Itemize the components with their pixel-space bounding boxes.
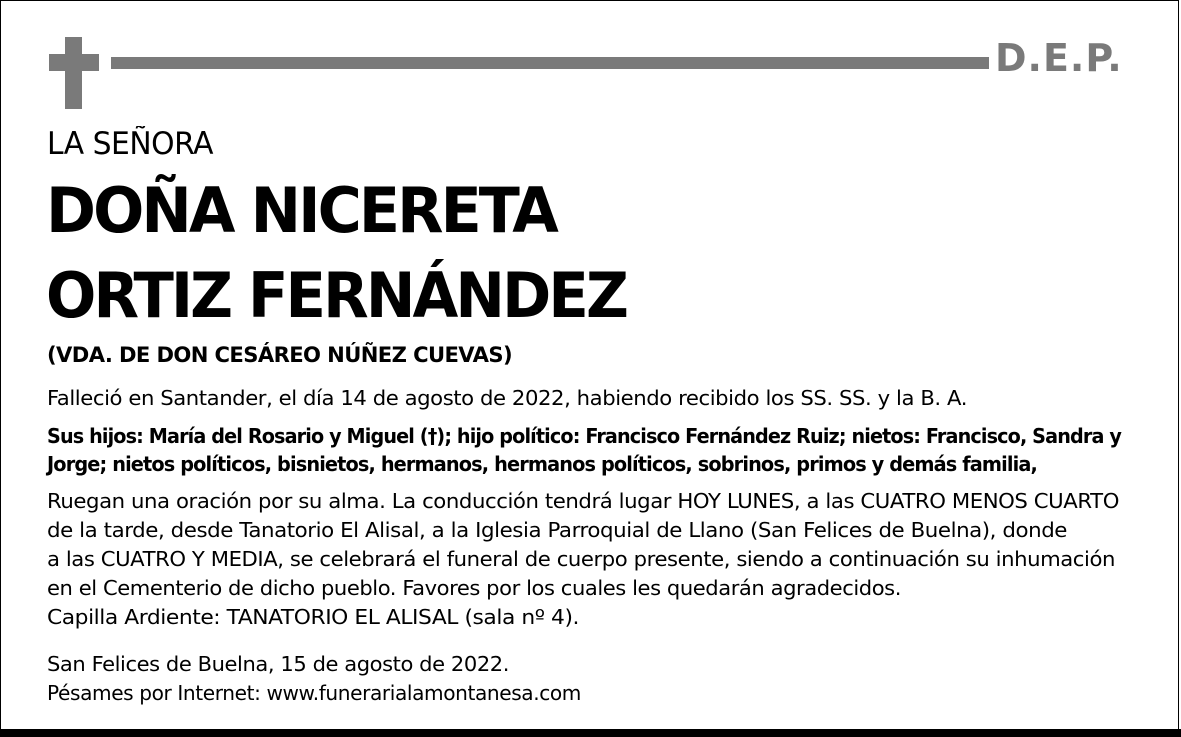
funeral-line-4: en el Cementerio de dicho pueblo. Favores por los cuales les quedarán agradecidos.	[47, 576, 901, 600]
deceased-prefix: LA SEÑORA	[47, 126, 213, 162]
header-rule	[111, 57, 989, 69]
cross-icon	[49, 37, 99, 109]
death-notice: Falleció en Santander, el día 14 de agosto de 2022, habiendo recibido los SS. SS. y la B. A.	[47, 386, 967, 410]
family-line-1: Sus hijos: María del Rosario y Miguel (†); hijo político: Francisco Fernández Ruiz; nietos: Francisco, Sandra y	[47, 424, 1121, 448]
funeral-line-2: de la tarde, desde Tanatorio El Alisal, a la Iglesia Parroquial de Llano (San Felices de Buelna), donde	[47, 518, 1067, 542]
dep-label: D.E.P.	[995, 36, 1123, 80]
deceased-name-line2: ORTIZ FERNÁNDEZ	[46, 259, 626, 332]
funeral-line-1: Ruegan una oración por su alma. La conducción tendrá lugar HOY LUNES, a las CUATRO MENOS CUARTO	[47, 489, 1119, 513]
funeral-line-3: a las CUATRO Y MEDIA, se celebrará el funeral de cuerpo presente, siendo a continuación su inhumación	[47, 547, 1115, 571]
chapel-line: Capilla Ardiente: TANATORIO EL ALISAL (sala nº 4).	[47, 605, 579, 629]
place-date: San Felices de Buelna, 15 de agosto de 2022.	[47, 652, 510, 676]
widow-of: (VDA. DE DON CESÁREO NÚÑEZ CUEVAS)	[47, 343, 512, 367]
family-line-2: Jorge; nietos políticos, bisnietos, hermanos, hermanos políticos, sobrinos, primos y demás familia,	[47, 452, 1037, 476]
bottom-border	[0, 729, 1181, 737]
condolences-line: Pésames por Internet: www.funerarialamontanesa.com	[47, 681, 581, 705]
deceased-name-line1: DOÑA NICERETA	[46, 174, 556, 247]
